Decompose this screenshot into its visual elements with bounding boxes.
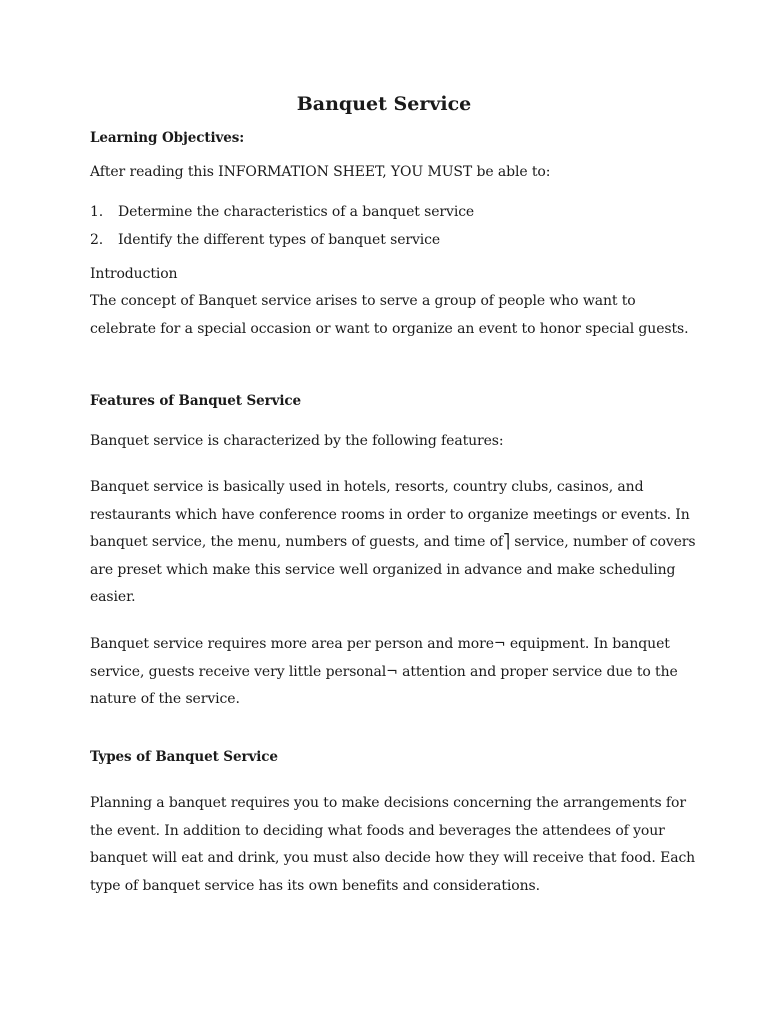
features-paragraph-1: Banquet service is basically used in hotels, resorts, country clubs, casinos, and restaurants which have conference rooms in order to organize meetings or events. In banquet service, the menu, numbers of guests, and time of⎤ service, number of covers are preset which make this service well organized in advance and make scheduling easier. bbox=[90, 479, 696, 605]
types-heading: Types of Banquet Service bbox=[90, 749, 278, 765]
features-paragraph-2: Banquet service requires more area per person and more¬ equipment. In banquet service, guests receive very little personal¬ attention and proper service due to the nature of the service. bbox=[90, 636, 678, 707]
objectives-intro: After reading this INFORMATION SHEET, YOU MUST be able to: bbox=[90, 164, 551, 180]
features-intro: Banquet service is characterized by the following features: bbox=[90, 433, 504, 449]
learning-objectives-heading: Learning Objectives: bbox=[90, 130, 245, 146]
objectives-list bbox=[90, 198, 700, 254]
list-item-number: 1. bbox=[90, 204, 104, 220]
list-item bbox=[90, 198, 700, 226]
features-heading: Features of Banquet Service bbox=[90, 393, 302, 409]
list-item-text: Determine the characteristics of a banquet service bbox=[118, 204, 475, 220]
introduction-heading: Introduction bbox=[90, 266, 178, 282]
introduction-paragraph: The concept of Banquet service arises to serve a group of people who want to celebrate for a special occasion or want to organize an event to honor special guests. bbox=[90, 293, 689, 337]
list-item-text: Identify the different types of banquet service bbox=[118, 232, 441, 248]
list-item-number: 2. bbox=[90, 232, 104, 248]
page-title: Banquet Service bbox=[296, 93, 472, 115]
list-item bbox=[90, 226, 700, 254]
types-paragraph: Planning a banquet requires you to make decisions concerning the arrangements for the event. In addition to deciding what foods and beverages the attendees of your banquet will eat and drink, you must also decide how they will receive that food. Each type of banquet service has its own benefits and considerations. bbox=[90, 795, 696, 894]
